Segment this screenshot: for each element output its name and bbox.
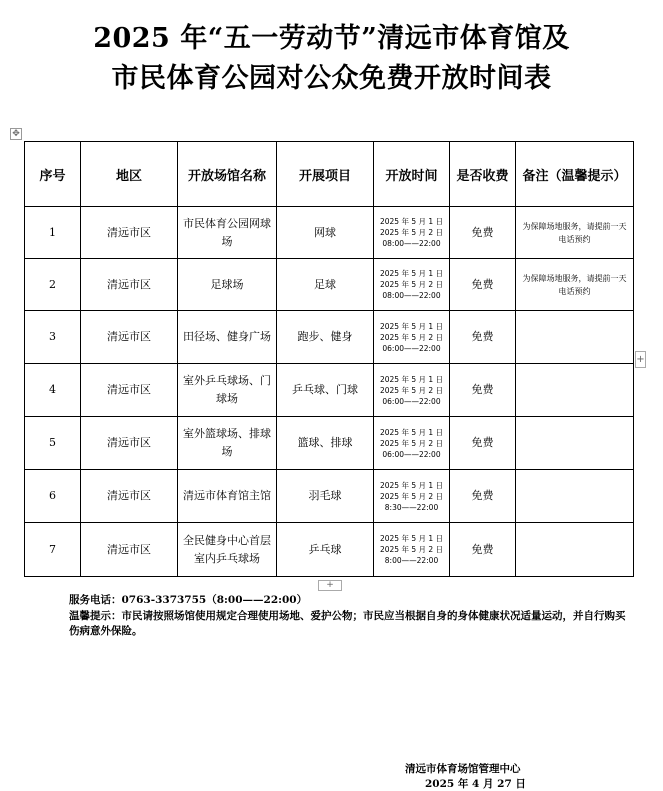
table-row (25, 470, 634, 523)
table-row (25, 364, 634, 417)
cell-seq: 1 (25, 207, 81, 259)
cell-activity: 篮球、排球 (277, 417, 374, 470)
time-end-date: 2025 年 5 月 2 日 (379, 280, 444, 289)
cell-venue: 足球场 (178, 259, 277, 311)
cell-seq: 5 (25, 417, 81, 470)
time-start-date: 2025 年 5 月 1 日 (379, 269, 444, 278)
header-fee: 是否收费 (450, 142, 516, 207)
cell-time (374, 364, 450, 417)
time-start-date: 2025 年 5 月 1 日 (379, 321, 444, 331)
time-start-date: 2025 年 5 月 1 日 (379, 534, 444, 543)
time-end-date: 2025 年 5 月 2 日 (379, 545, 444, 554)
cell-time (374, 523, 450, 577)
header-venue: 开放场馆名称 (178, 142, 277, 207)
time-hours: 08:00——22:00 (382, 239, 441, 248)
cell-fee: 免费 (450, 364, 516, 417)
time-start-date: 2025 年 5 月 1 日 (379, 427, 444, 437)
table-row (25, 523, 634, 577)
cell-venue: 室外篮球场、排球场 (178, 417, 277, 470)
time-hours: 06:00——22:00 (382, 449, 441, 459)
cell-venue: 清远市体育馆主馆 (178, 470, 277, 523)
cell-time (374, 311, 450, 364)
table-row (25, 207, 634, 259)
cell-activity: 乒乓球、门球 (277, 364, 374, 417)
cell-fee: 免费 (450, 523, 516, 577)
header-area: 地区 (81, 142, 178, 207)
cell-activity: 羽毛球 (277, 470, 374, 523)
page-title-line-1: 2025 年“五一劳动节”清远市体育馆及 (93, 23, 570, 54)
cell-time (374, 207, 450, 259)
header-activity: 开展项目 (277, 142, 374, 207)
cell-area: 清远市区 (81, 259, 178, 311)
time-hours: 08:00——22:00 (382, 291, 441, 300)
move-handle-icon[interactable]: ✥ (10, 128, 22, 140)
cell-seq: 6 (25, 470, 81, 523)
time-end-date: 2025 年 5 月 2 日 (379, 332, 444, 342)
cell-fee: 免费 (450, 470, 516, 523)
time-hours: 06:00——22:00 (382, 396, 441, 406)
cell-area: 清远市区 (81, 523, 178, 577)
plus-icon: + (636, 354, 645, 365)
cell-venue: 市民体育公园网球场 (178, 207, 277, 259)
cell-note (516, 470, 634, 523)
header-note: 备注（温馨提示） (516, 142, 634, 207)
time-hours: 8:00——22:00 (384, 556, 439, 565)
cell-fee: 免费 (450, 311, 516, 364)
table-row (25, 311, 634, 364)
signature-org: 清远市体育场馆管理中心 (405, 763, 521, 775)
cell-activity: 跑步、健身 (277, 311, 374, 364)
cell-area: 清远市区 (81, 417, 178, 470)
cell-fee: 免费 (450, 207, 516, 259)
header-seq: 序号 (25, 142, 81, 207)
page-title-line-2: 市民体育公园对公众免费开放时间表 (111, 63, 552, 94)
cell-time (374, 417, 450, 470)
cell-seq: 7 (25, 523, 81, 577)
table-row (25, 417, 634, 470)
cell-seq: 3 (25, 311, 81, 364)
schedule-table (24, 141, 634, 577)
time-start-date: 2025 年 5 月 1 日 (379, 217, 444, 226)
cell-seq: 2 (25, 259, 81, 311)
cell-activity: 乒乓球 (277, 523, 374, 577)
cell-time (374, 470, 450, 523)
cell-venue: 室外乒乓球场、门球场 (178, 364, 277, 417)
cell-seq: 4 (25, 364, 81, 417)
cell-note (516, 364, 634, 417)
time-end-date: 2025 年 5 月 2 日 (379, 491, 444, 501)
cell-area: 清远市区 (81, 311, 178, 364)
time-hours: 06:00——22:00 (382, 343, 441, 353)
cell-area: 清远市区 (81, 207, 178, 259)
cell-note (516, 417, 634, 470)
time-start-date: 2025 年 5 月 1 日 (379, 480, 444, 490)
time-start-date: 2025 年 5 月 1 日 (379, 374, 444, 384)
time-end-date: 2025 年 5 月 2 日 (379, 228, 444, 237)
service-phone: 服务电话：0763-3373755（8:00——22:00） (69, 594, 308, 606)
table-header-row (25, 142, 634, 207)
header-time: 开放时间 (374, 142, 450, 207)
time-hours: 8:30——22:00 (384, 502, 439, 512)
cell-activity: 网球 (277, 207, 374, 259)
cell-note: 为保障场地服务，请提前一天电话预约 (516, 259, 634, 311)
add-row-button[interactable] (318, 580, 342, 591)
time-end-date: 2025 年 5 月 2 日 (379, 385, 444, 395)
table-row (25, 259, 634, 311)
add-column-button[interactable] (635, 351, 646, 368)
warm-reminder: 温馨提示：市民请按照场馆使用规定合理使用场地、爱护公物；市民应当根据自身的身体健康状况适量运动，并自行购买伤病意外保险。 (69, 610, 626, 637)
cell-activity: 足球 (277, 259, 374, 311)
plus-icon: + (326, 580, 334, 590)
cell-fee: 免费 (450, 259, 516, 311)
cell-time (374, 259, 450, 311)
signature-date: 2025 年 4 月 27 日 (425, 778, 526, 790)
time-end-date: 2025 年 5 月 2 日 (379, 438, 444, 448)
cell-venue: 田径场、健身广场 (178, 311, 277, 364)
cell-fee: 免费 (450, 417, 516, 470)
cell-note: 为保障场地服务，请提前一天电话预约 (516, 207, 634, 259)
cell-note (516, 523, 634, 577)
cell-area: 清远市区 (81, 470, 178, 523)
cell-note (516, 311, 634, 364)
cell-area: 清远市区 (81, 364, 178, 417)
cell-venue: 全民健身中心首层室内乒乓球场 (178, 523, 277, 577)
